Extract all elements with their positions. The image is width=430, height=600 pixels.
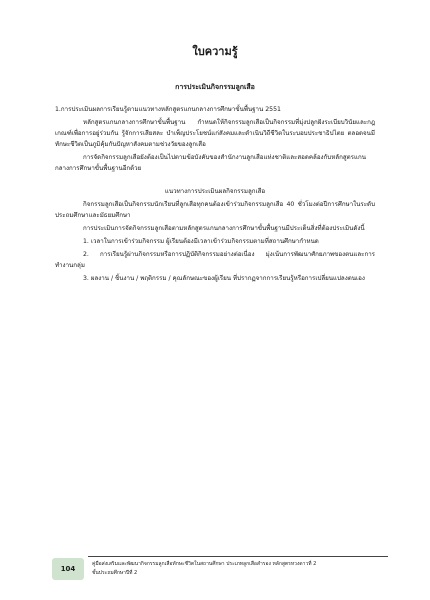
section2-heading: แนวทางการประเมินผลกิจกรรมลูกเสือ [164,188,266,195]
criteria-item-2: 2. การเรียนรู้ผ่านกิจกรรมหรือการปฏิบัติกิจกรรมอย่างต่อเนื่อง มุ่งเน้นการพัฒนาศักยภาพของตนและการทำงานกลุ่ม [55,251,375,269]
page-subtitle: การประเมินกิจกรรมลูกเสือ [175,83,255,91]
page-footer [40,554,390,582]
footer-line-1: คู่มือส่งเสริมและพัฒนากิจกรรมลูกเสือทักษะชีวิตในสถานศึกษา ประเภทลูกเสือสำรอง หลักสูตรหวงดาวที่ 2 [92,561,317,567]
criteria-item-1: 1. เวลาในการเข้าร่วมกิจกรรม ผู้เรียนต้องมีเวลาเข้าร่วมกิจกรรมตามที่สถานศึกษากำหนด [83,238,319,245]
footer-text [92,560,392,578]
section1-paragraph-2: การจัดกิจกรรมลูกเสือยังต้องเป็นไปตามข้อบังคับของสำนักงานลูกเสือแห่งชาติและสอดคล้องกับหลักสูตรแกนกลางการศึกษาขั้นพื้นฐานอีกด้วย [55,154,366,172]
section1-paragraph-1: หลักสูตรแกนกลางการศึกษาขั้นพื้นฐาน กำหนดให้กิจกรรมลูกเสือเป็นกิจกรรมที่มุ่งปลูกฝังระเบียบวินัยและกฎเกณฑ์เพื่อการอยู่ร่วมกัน รู้จักการเสียสละ บำเพ็ญประโยชน์แก่สังคมและดำเนินวิถีชีวิตในระบอบประชาธิปไตย ตลอดจนมีทักษะชีวิตเป็นภูมิคุ้มกันปัญหาสังคมตามช่วงวัยของลูกเสือ [55,119,375,148]
footer-divider [88,556,388,557]
section2-paragraph-2: การประเมินการจัดกิจกรรมลูกเสือตามหลักสูตรแกนกลางการศึกษาขั้นพื้นฐานมีประเด็นสิ่งที่ต้องประเมินดังนี้ [83,225,365,232]
page-number: 104 [52,558,84,580]
criteria-item-3: 3. ผลงาน / ชิ้นงาน / พฤติกรรม / คุณลักษณะของผู้เรียน ที่ปรากฏจากการเรียนรู้หรือการเปลี่ยนแปลงตนเอง [83,275,365,282]
section1-heading: 1.การประเมินผลการเรียนรู้ตามแนวทางหลักสูตรแกนกลางการศึกษาขั้นพื้นฐาน 2551 [55,106,281,113]
section2-paragraph-1: กิจกรรมลูกเสือเป็นกิจกรรมนักเรียนที่ลูกเสือทุกคนต้องเข้าร่วมกิจกรรมลูกเสือ 40 ชั่วโมงต่อปีการศึกษาในระดับประถมศึกษาและมัธยมศึกษา [55,201,375,219]
document-body [55,104,375,286]
page-title: ใบความรู้ [192,45,238,58]
footer-line-2: ชั้นประถมศึกษาปีที่ 2 [92,570,138,576]
